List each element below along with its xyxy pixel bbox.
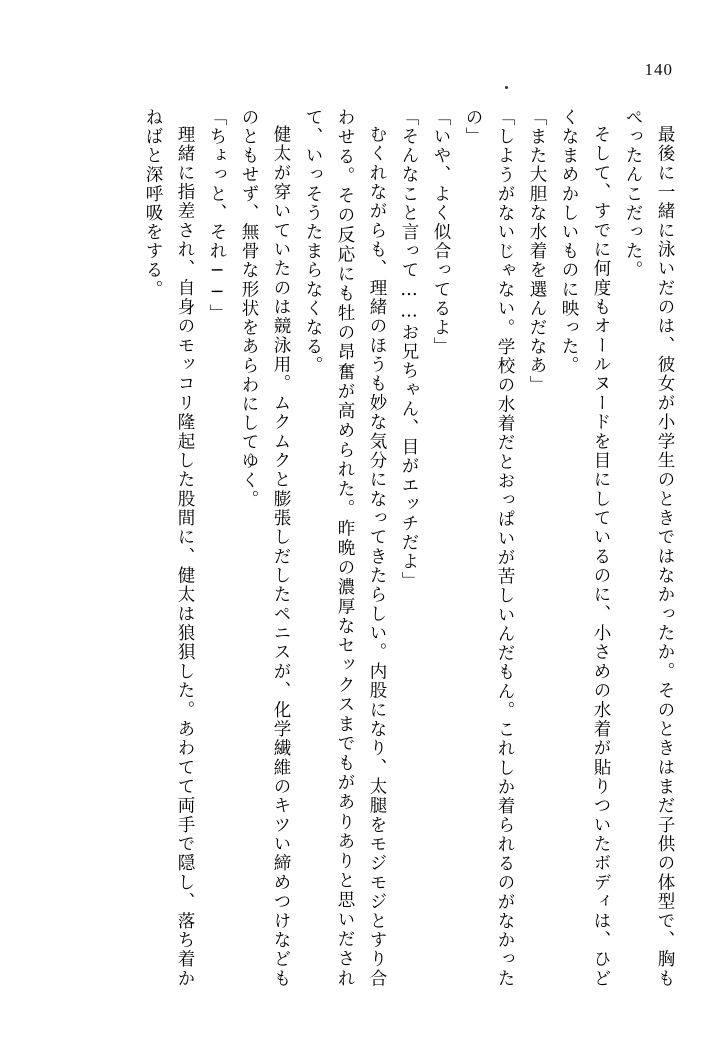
paragraph: 「そんなこと言って……お兄ちゃん、目がエッチだよ」 <box>399 108 419 591</box>
paragraph: 最後に一緒に泳いだのは、彼女が小学生のときではなかったか。そのときはまだ子供の体型で、胸もぺったんこだった。 <box>623 108 675 988</box>
paragraph: 健太が穿いていたのは競泳用。ムクムクと膨張しだしたペニスが、化学繊維のキツい締めつけなどものともせず、無骨な形状をあらわにしてゆく。 <box>239 108 291 988</box>
page-number: 140 <box>644 60 673 79</box>
novel-body-text <box>52 108 681 988</box>
paragraph: そして、すでに何度もオールヌードを目にしているのに、小さめの水着が貼りついたボディは、ひどくなまめかしいものに映った。 <box>559 108 611 988</box>
dot-mark <box>505 86 508 89</box>
paragraph: 「ちょっと、それ──」 <box>207 108 227 324</box>
paragraph: 「いや、よく似合ってるよ」 <box>431 108 451 357</box>
paragraph: 「また大胆な水着を選んだなあ」 <box>527 108 547 395</box>
paragraph: むくれながらも、理緒のほうも妙な気分になってきたらしい。内股になり、太腿をモジモジとすり合わせる。その反応にも牡の昂奮が高められた。昨晩の濃厚なセックスまでもがありありと思いだされて、いっそうたまらなくなる。 <box>303 108 387 988</box>
paragraph: 理緒に指差され、自身のモッコリ隆起した股間に、健太は狼狽した。あわてて両手で隠し、落ち着かねばと深呼吸をする。 <box>143 108 195 988</box>
paragraph: 「しようがないじゃない。学校の水着だとおっぱいが苦しいんだもん。これしか着られるのがなかったの」 <box>463 108 515 988</box>
